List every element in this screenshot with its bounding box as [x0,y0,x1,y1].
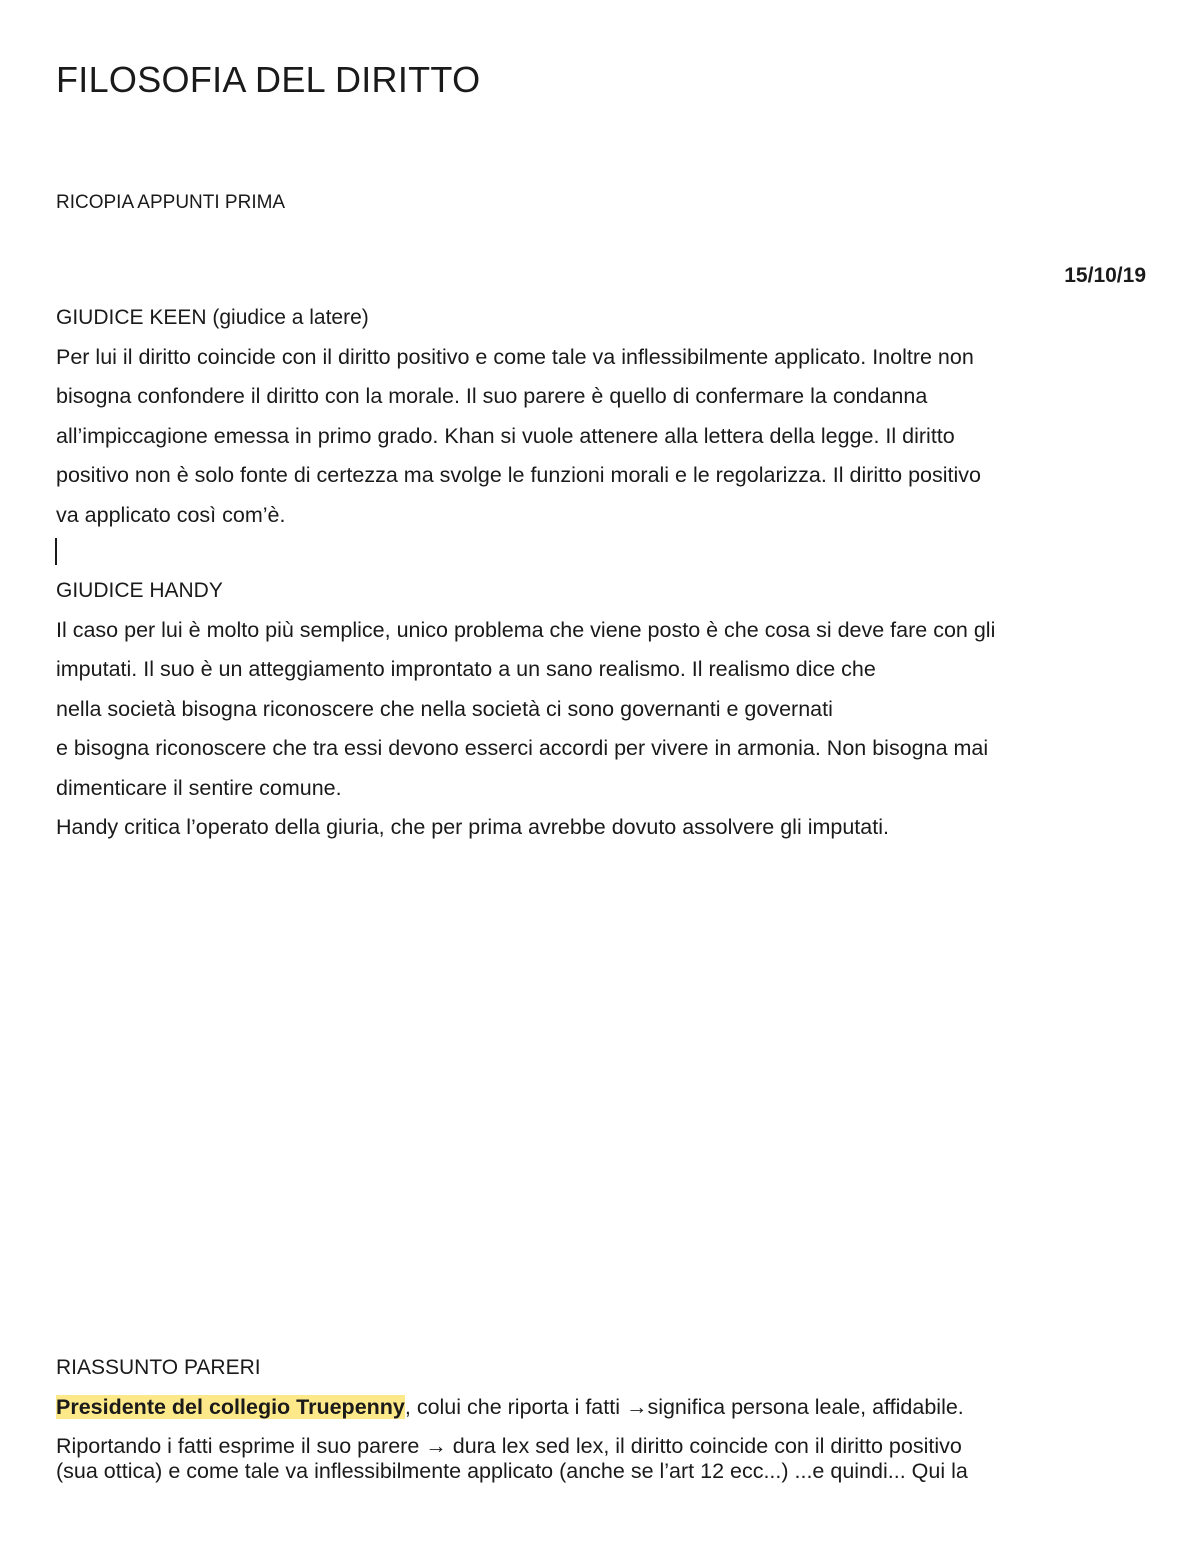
subtitle: RICOPIA APPUNTI PRIMA [56,192,286,213]
section-heading-riassunto: RIASSUNTO PARERI [56,1356,261,1379]
cut-off-line [56,1459,1116,1484]
paragraph-line: positivo non è solo fonte di certezza ma svolge le funzioni morali e le regolarizza. Il diritto positivo [56,463,981,487]
section-heading-keen: GIUDICE KEEN (giudice a latere) [56,306,369,329]
paragraph-line: nella società bisogna riconoscere che nella società ci sono governanti e governati [56,696,833,721]
paragraph-line [56,1388,1156,1428]
text-cursor [55,538,57,565]
section-heading-handy: GIUDICE HANDY [56,579,223,602]
paragraph-line: va applicato così com’è. [56,502,286,527]
section-handy [56,571,1156,848]
document-title: FILOSOFIA DEL DIRITTO [56,59,481,100]
paragraph-line: Per lui il diritto coincide con il diritto positivo e come tale va inflessibilmente applicato. Inoltre non [56,344,974,369]
paragraph-line: Il caso per lui è molto più semplice, unico problema che viene posto è che cosa si deve fare con gli [56,617,996,642]
section-keen [56,298,1156,535]
paragraph-line: dimenticare il sentire comune. [56,775,342,800]
date-label: 15/10/19 [1064,264,1146,287]
paragraph-line: imputati. Il suo è un atteggiamento improntato a un sano realismo. Il realismo dice che [56,657,876,681]
paragraph-line: all’impiccagione emessa in primo grado. Khan si vuole attenere alla lettera della legge. Il diritto [56,423,955,448]
section-riassunto [56,1348,1156,1467]
paragraph-line: e bisogna riconoscere che tra essi devono esserci accordi per vivere in armonia. Non bisogna mai [56,736,989,760]
paragraph-line-cut: (sua ottica) e come tale va inflessibilmente applicato (anche se l’art 12 ecc...) ...e quindi... Qui la [56,1459,968,1483]
paragraph-line: Riportando i fatti esprime il suo parere → dura lex sed lex, il diritto coincide con il diritto positivo [56,1434,962,1458]
paragraph-text: , colui che riporta i fatti →significa persona leale, affidabile. [404,1394,964,1419]
paragraph-line: bisogna confondere il diritto con la morale. Il suo parere è quello di confermare la condanna [56,384,928,408]
paragraph-line: Handy critica l’operato della giuria, che per prima avrebbe dovuto assolvere gli imputati. [56,815,889,839]
highlighted-text: Presidente del collegio Truepenny [56,1394,405,1419]
